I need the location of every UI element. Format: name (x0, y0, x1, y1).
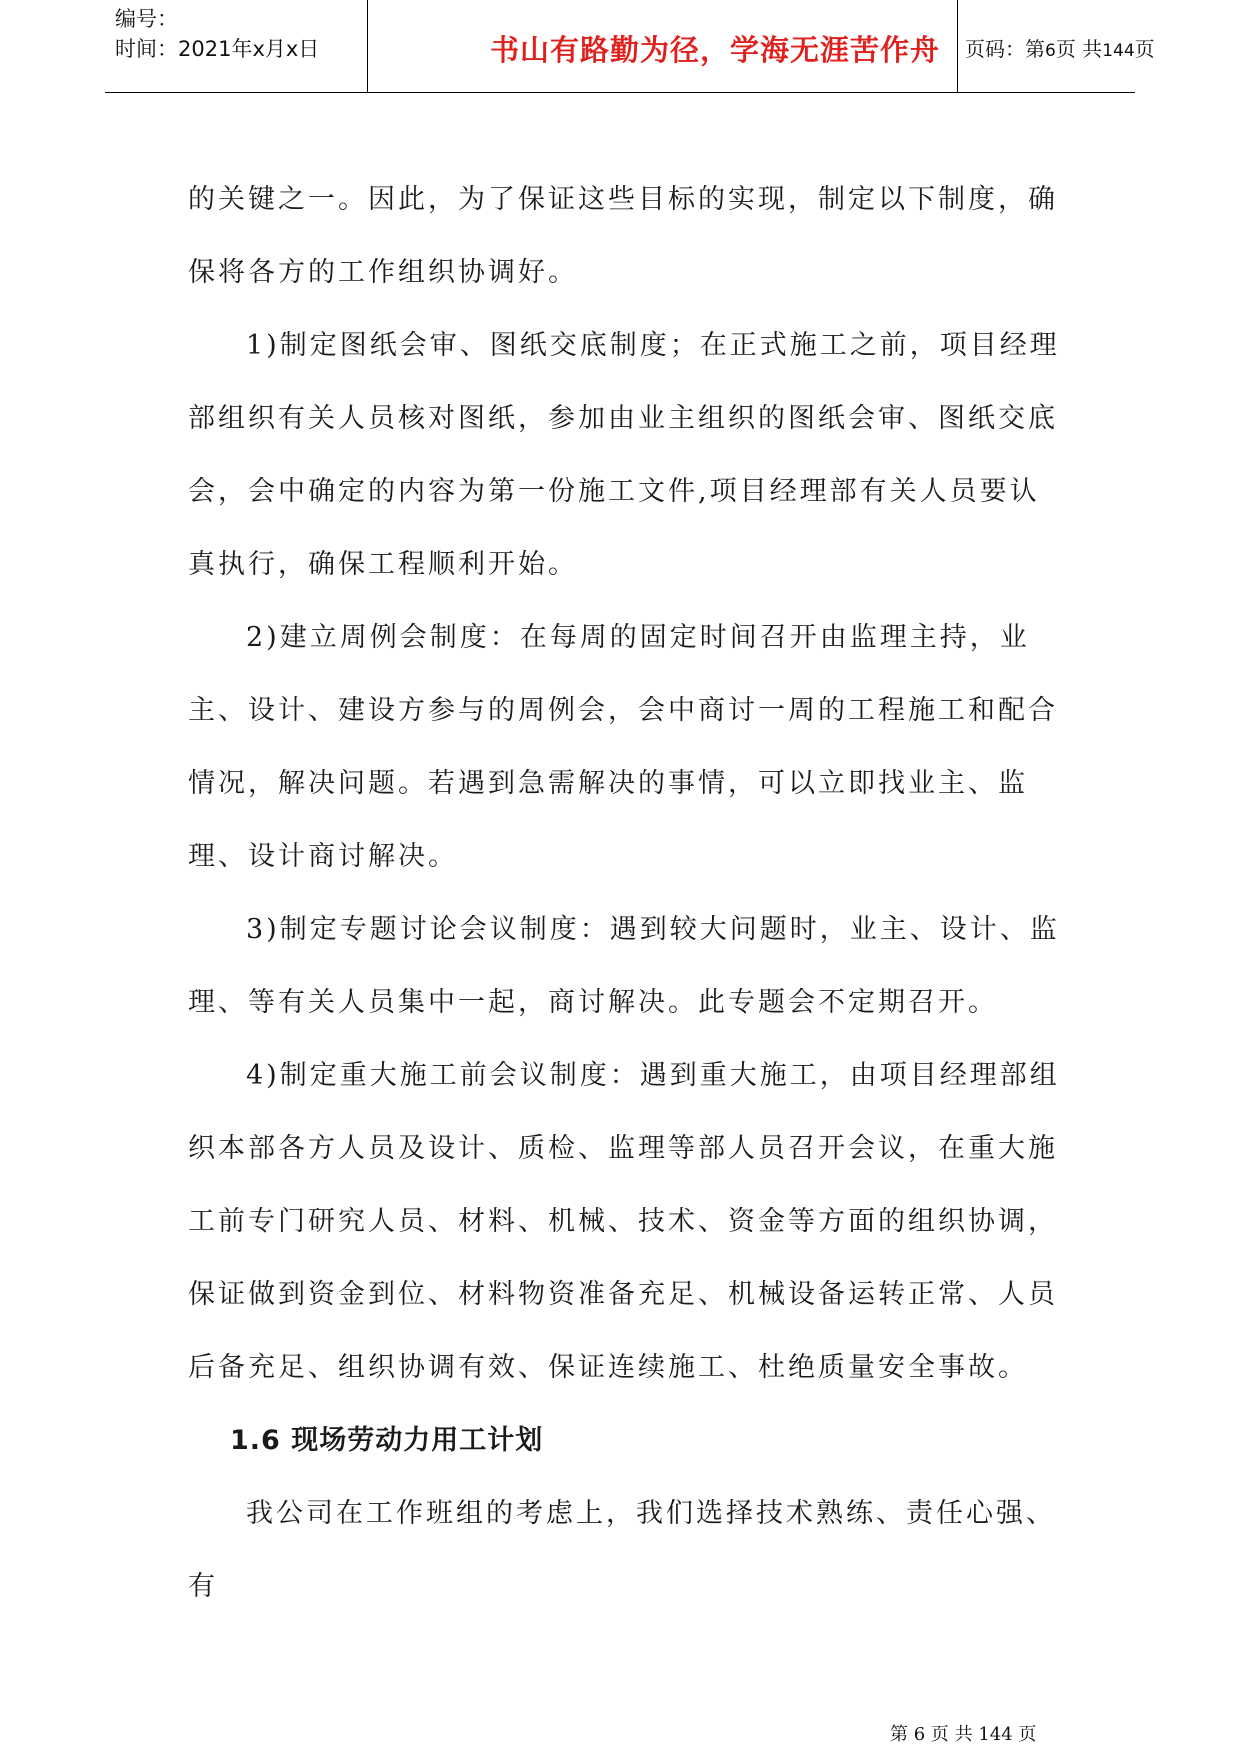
header-motto: 书山有路勤为径，学海无涯苦作舟 (489, 33, 940, 67)
section-title: 1.6 现场劳动力用工计划 (230, 1425, 544, 1456)
page-suffix: 页 (1134, 37, 1155, 61)
date-line: 时间：2021年x月x日 (115, 37, 320, 61)
page-number: 6 (1045, 41, 1056, 61)
page-mid: 页 共 (1055, 37, 1103, 61)
document-body (188, 163, 1068, 1623)
header-divider-left (367, 0, 368, 92)
header-page-info (965, 33, 1155, 62)
paragraph-special-meeting: 3)制定专题讨论会议制度：遇到较大问题时，业主、设计、监理、等有关人员集中一起，商讨解决。此专题会不定期召开。 (188, 914, 1060, 1018)
paragraph-drawing-review: 1)制定图纸会审、图纸交底制度；在正式施工之前，项目经理部组织有关人员核对图纸，参加由业主组织的图纸会审、图纸交底会，会中确定的内容为第一份施工文件,项目经理部有关人员要认真执行，确保工程顺利开始。 (188, 330, 1060, 580)
paragraph-labor-plan: 我公司在工作班组的考虑上，我们选择技术熟练、责任心强、有 (188, 1498, 1056, 1602)
paragraph-weekly-meeting: 2)建立周例会制度：在每周的固定时间召开由监理主持，业主、设计、建设方参与的周例会，会中商讨一周的工程施工和配合情况，解决问题。若遇到急需解决的事情，可以立即找业主、监理、设计商讨解决。 (188, 622, 1058, 872)
paragraph-major-construction: 4)制定重大施工前会议制度：遇到重大施工，由项目经理部组织本部各方人员及设计、质检、监理等部人员召开会议，在重大施工前专门研究人员、材料、机械、技术、资金等方面的组织协调，保证做到资金到位、材料物资准备充足、机械设备运转正常、人员后备充足、组织协调有效、保证连续施工、杜绝质量安全事故。 (188, 1060, 1060, 1383)
page-prefix: 页码：第 (965, 37, 1045, 61)
header-divider-right (957, 0, 958, 92)
page-header (105, 0, 1155, 93)
serial-label: 编号： (115, 7, 178, 31)
paragraph-continuation: 的关键之一。因此，为了保证这些目标的实现，制定以下制度，确保将各方的工作组织协调好。 (188, 184, 1058, 288)
page-footer: 第 6 页 共 144 页 (890, 1724, 1037, 1745)
header-meta (115, 4, 319, 64)
page-total: 144 (1102, 41, 1135, 61)
